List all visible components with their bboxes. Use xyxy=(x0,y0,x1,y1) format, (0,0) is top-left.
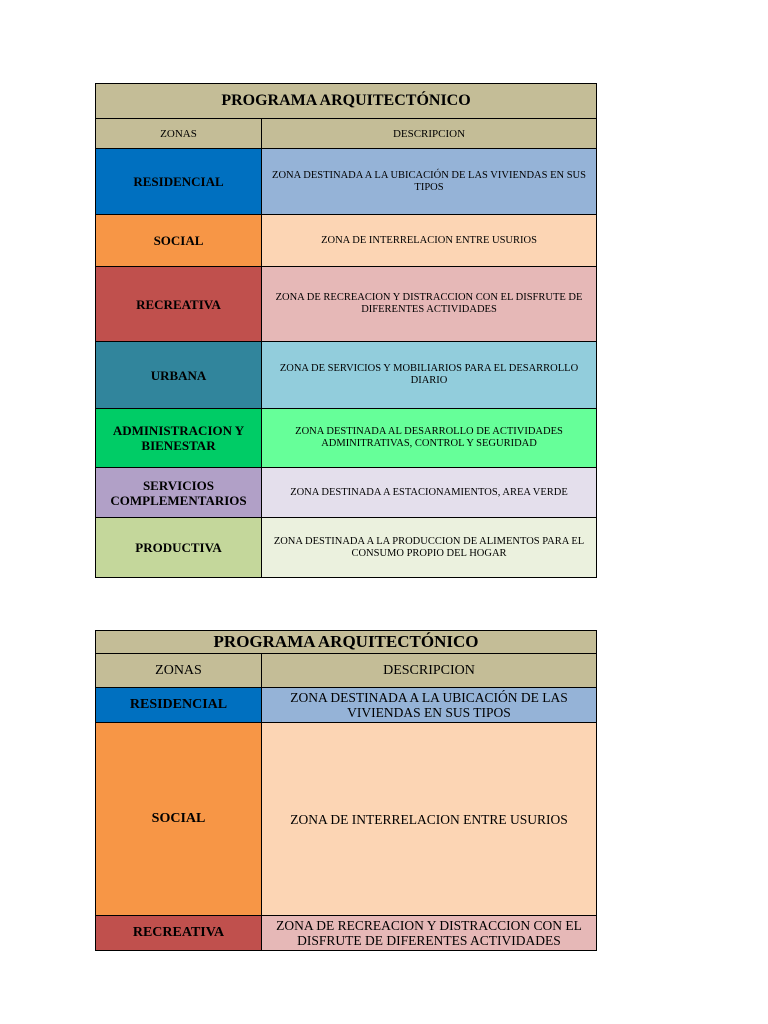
table-row xyxy=(96,688,597,723)
table-row xyxy=(96,267,597,342)
description-cell: ZONA DE RECREACION Y DISTRACCION CON EL DISFRUTE DE DIFERENTES ACTIVIDADES xyxy=(262,916,597,951)
description-cell: ZONA DESTINADA AL DESARROLLO DE ACTIVIDADES ADMINITRATIVAS, CONTROL Y SEGURIDAD xyxy=(262,409,597,468)
description-cell: ZONA DE INTERRELACION ENTRE USURIOS xyxy=(262,723,597,916)
zone-cell: ADMINISTRACION Y BIENESTAR xyxy=(96,409,262,468)
table-row xyxy=(96,215,597,267)
table-row xyxy=(96,468,597,518)
zone-cell: RECREATIVA xyxy=(96,916,262,951)
zone-cell: SERVICIOS COMPLEMENTARIOS xyxy=(96,468,262,518)
zone-cell: URBANA xyxy=(96,342,262,409)
table-row xyxy=(96,518,597,578)
column-header-descripcion: DESCRIPCION xyxy=(262,119,597,149)
programa-table-2 xyxy=(95,630,597,951)
zone-cell: SOCIAL xyxy=(96,215,262,267)
description-cell: ZONA DE INTERRELACION ENTRE USURIOS xyxy=(262,215,597,267)
column-header-zonas: ZONAS xyxy=(96,654,262,688)
description-cell: ZONA DE RECREACION Y DISTRACCION CON EL DISFRUTE DE DIFERENTES ACTIVIDADES xyxy=(262,267,597,342)
zone-cell: RESIDENCIAL xyxy=(96,149,262,215)
table-row xyxy=(96,342,597,409)
column-header-descripcion: DESCRIPCION xyxy=(262,654,597,688)
zone-cell: PRODUCTIVA xyxy=(96,518,262,578)
table-row xyxy=(96,723,597,916)
programa-table-1 xyxy=(95,83,597,578)
table-row xyxy=(96,916,597,951)
table-title: PROGRAMA ARQUITECTÓNICO xyxy=(96,84,597,119)
table-row xyxy=(96,409,597,468)
zone-cell: RESIDENCIAL xyxy=(96,688,262,723)
zone-cell: RECREATIVA xyxy=(96,267,262,342)
description-cell: ZONA DESTINADA A LA PRODUCCION DE ALIMENTOS PARA EL CONSUMO PROPIO DEL HOGAR xyxy=(262,518,597,578)
description-cell: ZONA DESTINADA A LA UBICACIÓN DE LAS VIVIENDAS EN SUS TIPOS xyxy=(262,688,597,723)
description-cell: ZONA DESTINADA A LA UBICACIÓN DE LAS VIVIENDAS EN SUS TIPOS xyxy=(262,149,597,215)
table-row xyxy=(96,149,597,215)
column-header-zonas: ZONAS xyxy=(96,119,262,149)
zone-cell: SOCIAL xyxy=(96,723,262,916)
description-cell: ZONA DESTINADA A ESTACIONAMIENTOS, AREA VERDE xyxy=(262,468,597,518)
description-cell: ZONA DE SERVICIOS Y MOBILIARIOS PARA EL DESARROLLO DIARIO xyxy=(262,342,597,409)
table-title: PROGRAMA ARQUITECTÓNICO xyxy=(96,631,597,654)
